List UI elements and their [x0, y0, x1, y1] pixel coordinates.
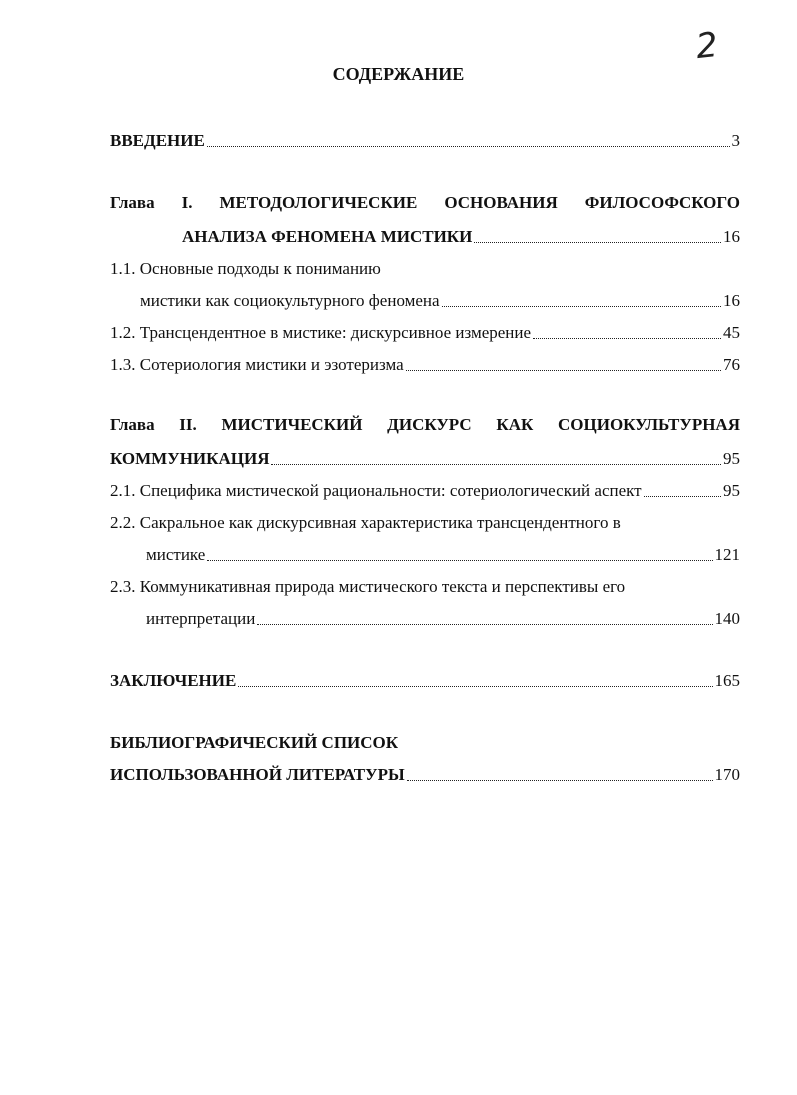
toc-page-number: 140	[714, 609, 740, 628]
dot-leader	[533, 338, 721, 339]
toc-page-number: 121	[714, 545, 740, 564]
toc-entry-title: мистики как социокультурного феномена	[140, 291, 440, 310]
toc-entry-bibliography	[110, 762, 740, 786]
toc-entry-title: АНАЛИЗА ФЕНОМЕНА МИСТИКИ	[182, 227, 473, 246]
handwritten-page-number: 2	[693, 24, 720, 68]
toc-entry-title: 2.3. Коммуникативная природа мистического текста и перспективы его	[110, 577, 626, 596]
toc-page-number: 76	[723, 355, 740, 374]
toc-entry-title: 2.2. Сакральное как дискурсивная характеристика трансцендентного в	[110, 513, 621, 532]
dot-leader	[271, 464, 721, 465]
toc-entry-section-2-3	[146, 606, 740, 630]
dot-leader	[207, 146, 730, 147]
toc-entry-title: ВВЕДЕНИЕ	[110, 131, 205, 150]
bibliography-heading-line1	[110, 730, 740, 754]
toc-entry-title: 1.1. Основные подходы к пониманию	[110, 259, 381, 278]
toc-entry-title: ЗАКЛЮЧЕНИЕ	[110, 671, 237, 690]
toc-page-number: 170	[714, 765, 740, 784]
dot-leader	[644, 496, 721, 497]
chapter-2-heading-line1: Глава II. МИСТИЧЕСКИЙ ДИСКУРС КАК СОЦИОКУЛЬТУРНАЯ	[110, 415, 740, 434]
dot-leader	[257, 624, 712, 625]
toc-entry-title: 1.2. Трансцендентное в мистике: дискурсивное измерение	[110, 323, 532, 342]
toc-entry-chapter-2	[110, 446, 740, 470]
toc-entry-intro	[110, 128, 740, 152]
section-1-1-line1	[110, 256, 740, 280]
toc-entry-section-1-1	[140, 288, 740, 312]
toc-entry-title: БИБЛИОГРАФИЧЕСКИЙ СПИСОК	[110, 733, 399, 752]
dot-leader	[238, 686, 712, 687]
toc-entry-title: мистике	[146, 545, 206, 564]
dot-leader	[406, 370, 721, 371]
dot-leader	[474, 242, 721, 243]
toc-entry-title: 2.1. Специфика мистической рациональности: сотериологический аспект	[110, 481, 642, 500]
toc-entry-section-2-2	[146, 542, 740, 566]
toc-entry-title: 1.3. Сотериология мистики и эзотеризма	[110, 355, 404, 374]
toc-entry-chapter-1	[182, 224, 740, 248]
toc-entry-title: КОММУНИКАЦИЯ	[110, 449, 270, 468]
toc-entry-title: ИСПОЛЬЗОВАННОЙ ЛИТЕРАТУРЫ	[110, 765, 405, 784]
toc-page-number: 45	[723, 323, 740, 342]
toc-entry-section-1-2	[110, 320, 740, 344]
toc-page-number: 3	[731, 131, 740, 150]
toc-page-number: 165	[714, 671, 740, 690]
section-2-3-line1	[110, 574, 740, 598]
dot-leader	[407, 780, 713, 781]
chapter-1-heading-line1: Глава I. МЕТОДОЛОГИЧЕСКИЕ ОСНОВАНИЯ ФИЛОСОФСКОГО	[110, 193, 740, 212]
dot-leader	[207, 560, 712, 561]
toc-entry-conclusion	[110, 668, 740, 692]
toc-entry-title: интерпретации	[146, 609, 256, 628]
toc-page-number: 16	[723, 227, 740, 246]
dot-leader	[442, 306, 721, 307]
toc-entry-section-2-1	[110, 478, 740, 502]
toc-page-number: 95	[723, 481, 740, 500]
page-title: СОДЕРЖАНИЕ	[332, 64, 465, 84]
section-2-2-line1	[110, 510, 740, 534]
toc-page-number: 16	[723, 291, 740, 310]
toc-page-number: 95	[723, 449, 740, 468]
toc-entry-section-1-3	[110, 352, 740, 376]
